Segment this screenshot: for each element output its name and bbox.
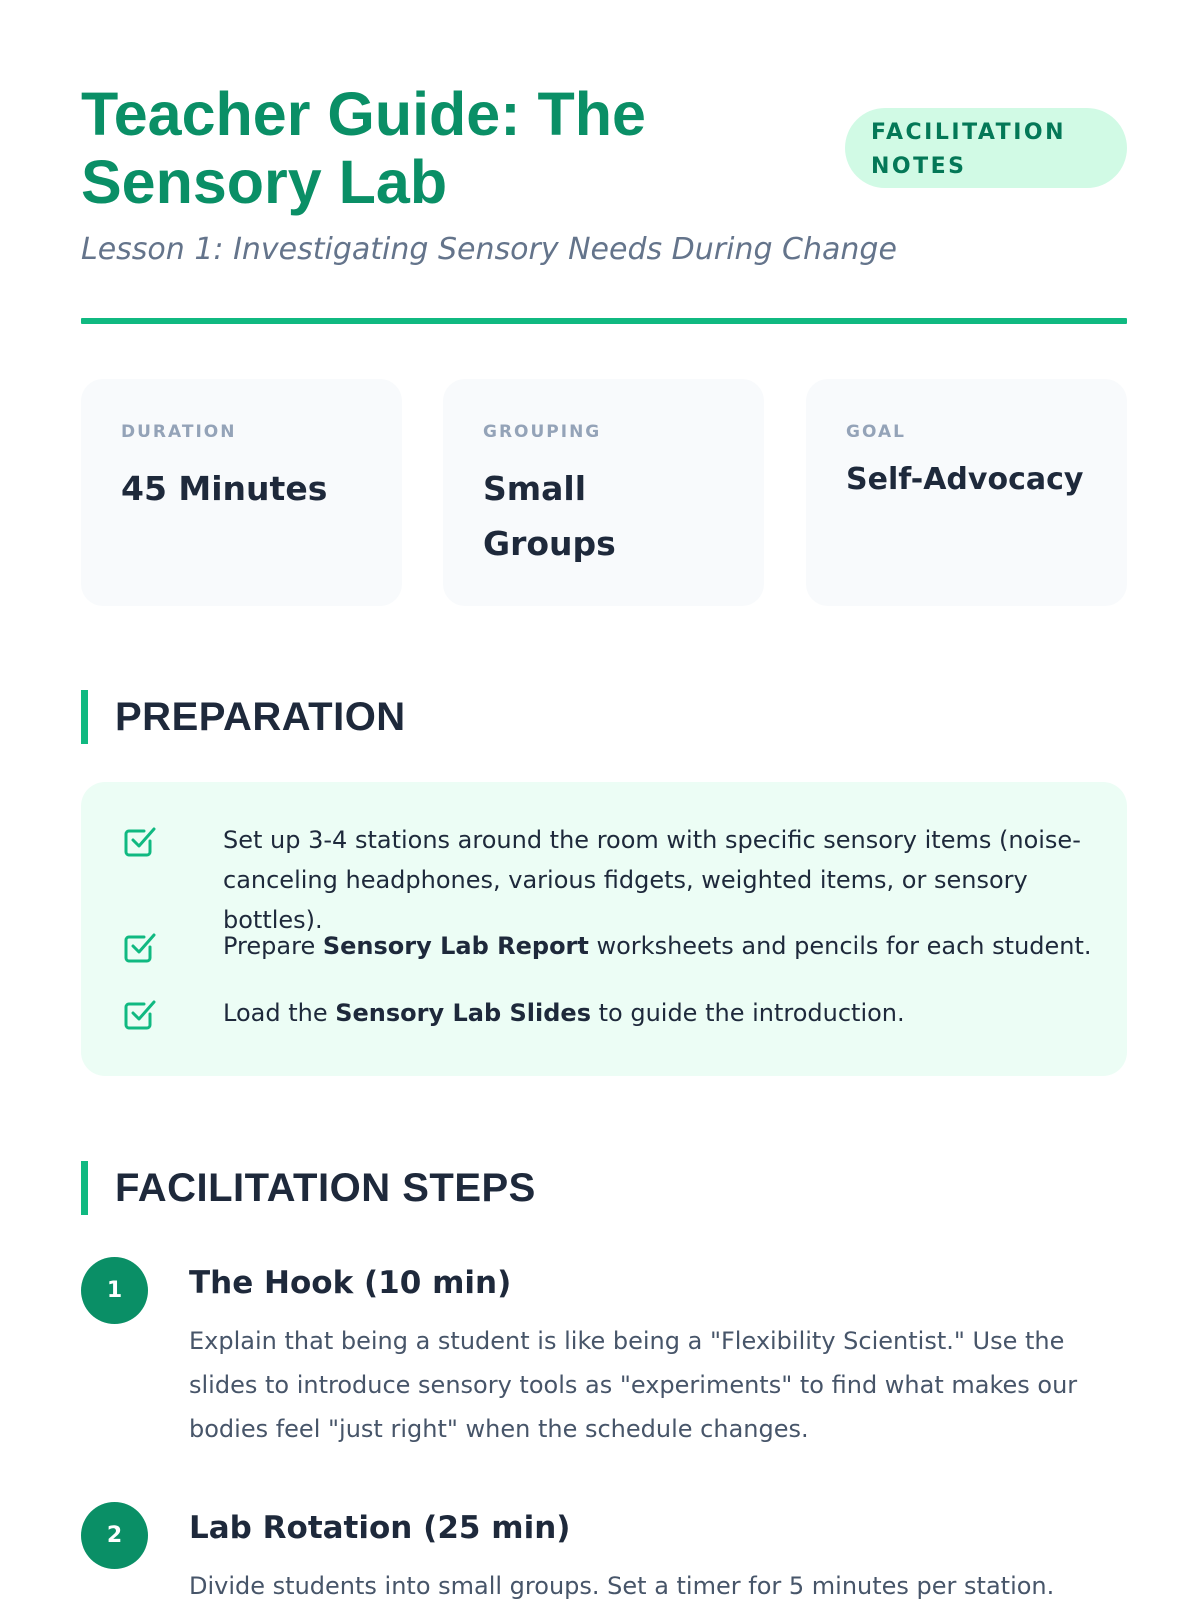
facilitation-steps-heading — [81, 1161, 781, 1215]
preparation-checklist — [81, 782, 1127, 1076]
step-number-badge: 2 — [81, 1502, 148, 1569]
section-title: FACILITATION STEPS — [115, 1166, 536, 1210]
card-label: GROUPING — [483, 422, 602, 442]
card-value-line-1: Self-Advocacy — [846, 462, 1084, 497]
section-title: PREPARATION — [115, 695, 406, 739]
checkbox-check-icon — [123, 997, 157, 1031]
card-value — [121, 461, 372, 516]
page-title — [81, 80, 781, 216]
card-value-line-1: Small — [483, 469, 587, 508]
card-label: DURATION — [121, 422, 237, 442]
checklist-text — [223, 993, 1113, 1033]
section-accent-bar — [81, 690, 88, 744]
card-label: GOAL — [846, 422, 906, 442]
section-accent-bar — [81, 1161, 88, 1215]
facilitation-notes-badge — [845, 108, 1127, 188]
checklist-text-after: worksheets and pencils for each student. — [588, 932, 1092, 960]
badge-line-2: NOTES — [871, 154, 967, 179]
lesson-subtitle: Lesson 1: Investigating Sensory Needs During Change — [81, 232, 897, 267]
step-number-badge: 1 — [81, 1257, 148, 1324]
card-value — [483, 461, 734, 571]
step-description: Divide students into small groups. Set a timer for 5 minutes per station. — [189, 1572, 1055, 1600]
checkbox-check-icon — [123, 824, 157, 858]
card-value-line-2: Groups — [483, 524, 616, 563]
slides-name: Sensory Lab Slides — [335, 999, 591, 1027]
checklist-text-before: Load the — [223, 999, 336, 1027]
teacher-guide-page — [81, 0, 1127, 1600]
step-title: The Hook (10 min) — [189, 1265, 512, 1301]
goal-card — [806, 379, 1127, 606]
checklist-text — [223, 820, 1113, 940]
checkbox-check-icon — [123, 930, 157, 964]
card-value — [846, 457, 1097, 503]
badge-line-1: FACILITATION — [871, 120, 1066, 145]
checklist-text — [223, 926, 1113, 966]
checklist-text-after: to guide the introduction. — [590, 999, 905, 1027]
checklist-text-before: Prepare — [223, 932, 323, 960]
worksheet-name: Sensory Lab Report — [322, 932, 589, 960]
step-title: Lab Rotation (25 min) — [189, 1510, 571, 1546]
grouping-card — [443, 379, 764, 606]
checklist-text-line-2: canceling headphones, various fidgets, weighted items, or sensory bottles). — [223, 866, 1028, 934]
card-value-line-1: 45 Minutes — [121, 469, 328, 508]
header — [81, 80, 1127, 290]
title-line-2: Sensory Lab — [81, 148, 448, 216]
header-divider — [81, 318, 1127, 324]
duration-card — [81, 379, 402, 606]
preparation-heading — [81, 690, 781, 744]
step-description: Explain that being a student is like being a "Flexibility Scientist." Use the slides to introduce sensory tools as "experiments" to find what makes our bodies feel "just right" when the schedule changes. — [189, 1327, 1078, 1443]
title-line-1: Teacher Guide: The — [81, 80, 646, 148]
checklist-text-line-1: Set up 3-4 stations around the room with specific sensory items (noise- — [223, 826, 1081, 854]
